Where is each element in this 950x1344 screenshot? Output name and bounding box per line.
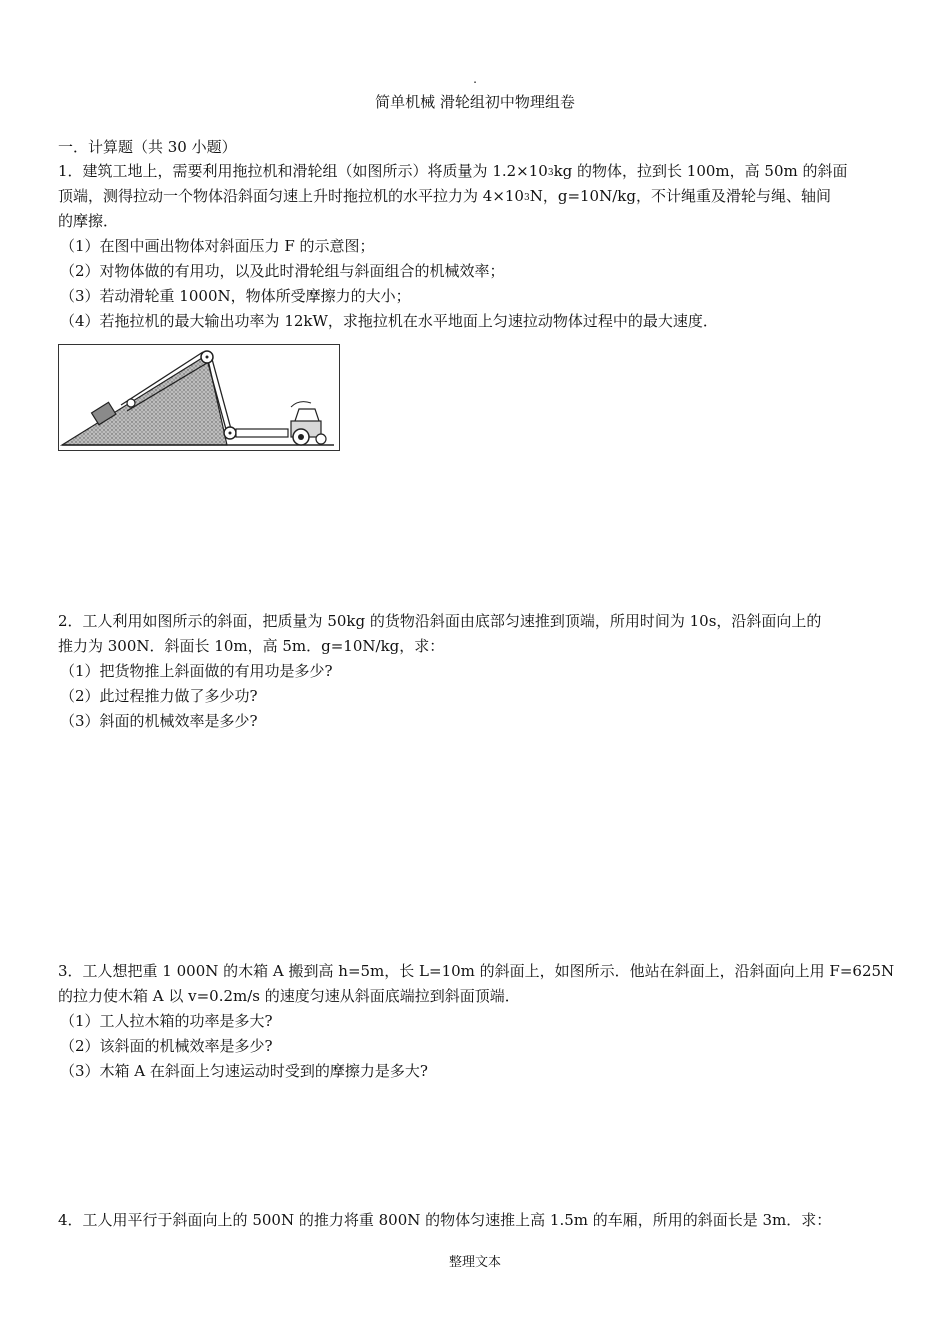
q3-sub-1: （1）工人拉木箱的功率是多大?: [60, 1012, 273, 1030]
q1-line-1-text-a: 1．建筑工地上，需要利用拖拉机和滑轮组（如图所示）将质量为 1.2×10: [58, 162, 548, 180]
page-title: 简单机械 滑轮组初中物理组卷: [375, 93, 575, 111]
moving-pulley: [127, 399, 135, 407]
q2-line-2: 推力为 300N．斜面长 10m，高 5m．g=10N/kg，求：: [58, 637, 445, 655]
q3-sub-3: （3）木箱 A 在斜面上匀速运动时受到的摩擦力是多大?: [60, 1062, 428, 1080]
q1-line-3: 的摩擦．: [58, 212, 119, 230]
q3-line-2: 的拉力使木箱 A 以 v=0.2m/s 的速度匀速从斜面底端拉到斜面顶端．: [58, 987, 520, 1005]
q1-figure: [58, 344, 340, 451]
q4-line-1: 4．工人用平行于斜面向上的 500N 的推力将重 800N 的物体匀速推上高 1.5m 的车厢，所用的斜面长是 3m．求：: [58, 1211, 832, 1229]
page-footer: 整理文本: [448, 1255, 501, 1270]
q1-line-2-text-a: 顶端，测得拉动一个物体沿斜面匀速上升时拖拉机的水平拉力为 4×10: [58, 187, 524, 205]
q1-line-1: [58, 161, 848, 183]
incline-pulley-diagram: [59, 345, 339, 450]
tractor-wheel-small: [316, 434, 326, 444]
q1-line-2-text-b: N，g=10N/kg，不计绳重及滑轮与绳、轴间: [529, 187, 831, 205]
q2-sub-1: （1）把货物推上斜面做的有用功是多少?: [60, 662, 333, 680]
q2-line-1: 2．工人利用如图所示的斜面，把质量为 50kg 的货物沿斜面由底部匀速推到顶端，所用时间为 10s，沿斜面向上的: [58, 612, 822, 630]
q1-sub-3: （3）若动滑轮重 1000N，物体所受摩擦力的大小；: [60, 287, 411, 305]
tractor: [291, 402, 326, 445]
q2-sub-3: （3）斜面的机械效率是多少?: [60, 712, 258, 730]
q1-sub-1: （1）在图中画出物体对斜面压力 F 的示意图；: [60, 237, 375, 255]
header-dot: .: [473, 72, 477, 86]
q1-line-2: [58, 186, 831, 208]
q1-sub-4: （4）若拖拉机的最大输出功率为 12kW，求拖拉机在水平地面上匀速拉动物体过程中的最大速度．: [60, 312, 718, 330]
q1-sub-2: （2）对物体做的有用功，以及此时滑轮组与斜面组合的机械效率；: [60, 262, 505, 280]
section-heading: 一．计算题（共 30 小题）: [58, 138, 237, 156]
rope-horizontal: [236, 429, 288, 437]
q3-line-1: 3．工人想把重 1 000N 的木箱 A 搬到高 h=5m，长 L=10m 的斜面上，如图所示．他站在斜面上，沿斜面向上用 F=625N: [58, 962, 895, 980]
q1-line-1-text-b: kg 的物体，拉到长 100m，高 50m 的斜面: [553, 162, 848, 180]
q1-exponent-2: 3: [523, 193, 530, 203]
q3-sub-2: （2）该斜面的机械效率是多少?: [60, 1037, 273, 1055]
q2-sub-2: （2）此过程推力做了多少功?: [60, 687, 258, 705]
q1-exponent-1: 3: [547, 168, 554, 178]
